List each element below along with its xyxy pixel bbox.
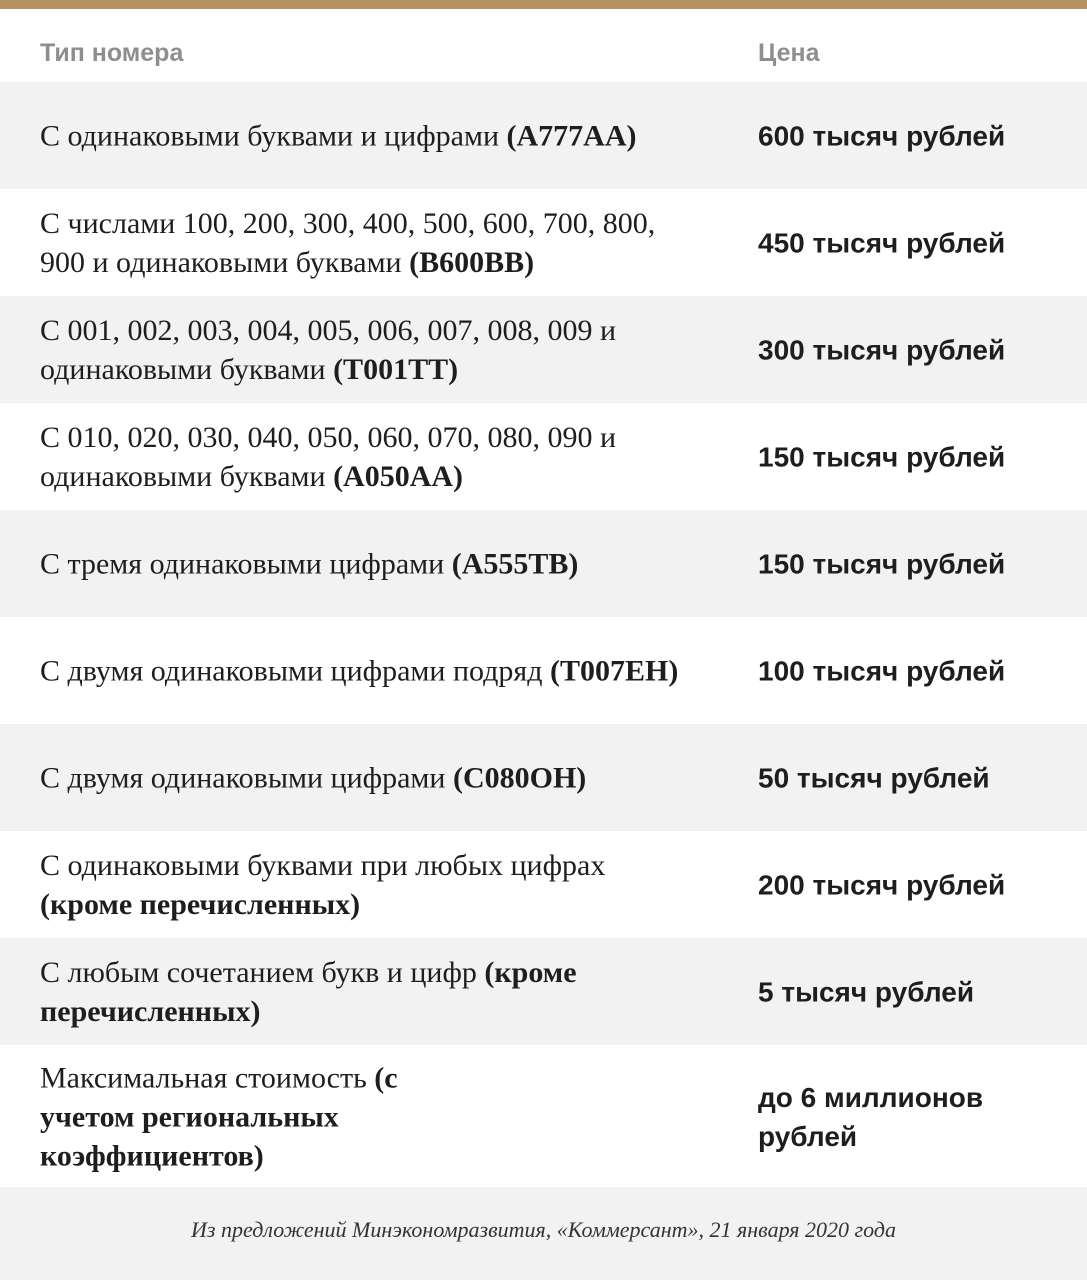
row-price: 450 тысяч рублей [758,227,1006,258]
table-row [0,296,1087,403]
table-row [0,403,1087,510]
row-text: С любым сочетанием букв и цифр [40,955,485,989]
row-description [40,544,700,583]
top-accent-bar [0,0,1087,9]
header-type-label: Тип номера [40,39,184,67]
row-example: (В600ВВ) [409,245,535,279]
table-row [0,938,1087,1045]
price-table [0,82,1087,1188]
table-row [0,831,1087,938]
row-description [40,651,700,690]
row-example: (А555ТВ) [451,547,579,580]
table-row [0,189,1087,296]
row-example: (с учетом региональных коэффициентов) [40,1061,398,1172]
row-example: (Т007ЕН) [549,654,679,687]
row-description [40,116,700,155]
row-price: 100 тысяч рублей [758,655,1006,686]
row-text: С двумя одинаковыми цифрами [40,761,453,794]
row-example: (кроме перечисленных) [40,887,361,921]
table-row [0,724,1087,831]
row-price: 50 тысяч рублей [758,762,990,793]
row-text: С одинаковыми буквами при любых цифрах [40,848,606,882]
row-text: С двумя одинаковыми цифрами подряд [40,654,550,687]
table-row [0,510,1087,617]
row-text: Максимальная стоимость [40,1061,375,1094]
row-example: (Т001ТТ) [333,352,459,386]
row-description [40,311,700,389]
table-row [0,617,1087,724]
row-text: С 010, 020, 030, 040, 050, 060, 070, 080, 090 и одинаковыми буквами [40,420,617,493]
table-row [0,1045,1087,1188]
row-example: (А777АА) [506,119,637,152]
row-description [40,953,700,1031]
row-text: С тремя одинаковыми цифрами [40,547,452,580]
row-price: 150 тысяч рублей [758,441,1006,472]
row-example: (А050АА) [333,459,464,493]
row-price: 150 тысяч рублей [758,548,1006,579]
row-text: С числами 100, 200, 300, 400, 500, 600, 700, 800, 900 и одинаковыми буквами [40,206,656,279]
row-example: (кроме перечисленных) [40,955,577,1028]
row-description [40,418,700,496]
table-header [0,9,1087,82]
row-price: 5 тысяч рублей [758,976,975,1007]
row-description [40,1058,460,1175]
row-description [40,204,700,282]
row-price: 300 тысяч рублей [758,334,1006,365]
row-text: С 001, 002, 003, 004, 005, 006, 007, 008, 009 и одинаковыми буквами [40,313,617,386]
table-row [0,82,1087,189]
row-description [40,758,700,797]
row-text: С одинаковыми буквами и цифрами [40,119,507,152]
header-price-label: Цена [758,39,820,67]
row-example: (С080ОН) [452,761,587,794]
source-note: Из предложений Минэкономразвития, «Коммерсант», 21 января 2020 года [191,1217,896,1242]
source-footer [0,1187,1087,1280]
row-description [40,846,700,924]
row-price: 200 тысяч рублей [758,869,1006,900]
row-price: до 6 миллионов рублей [758,1081,984,1152]
row-price: 600 тысяч рублей [758,120,1006,151]
